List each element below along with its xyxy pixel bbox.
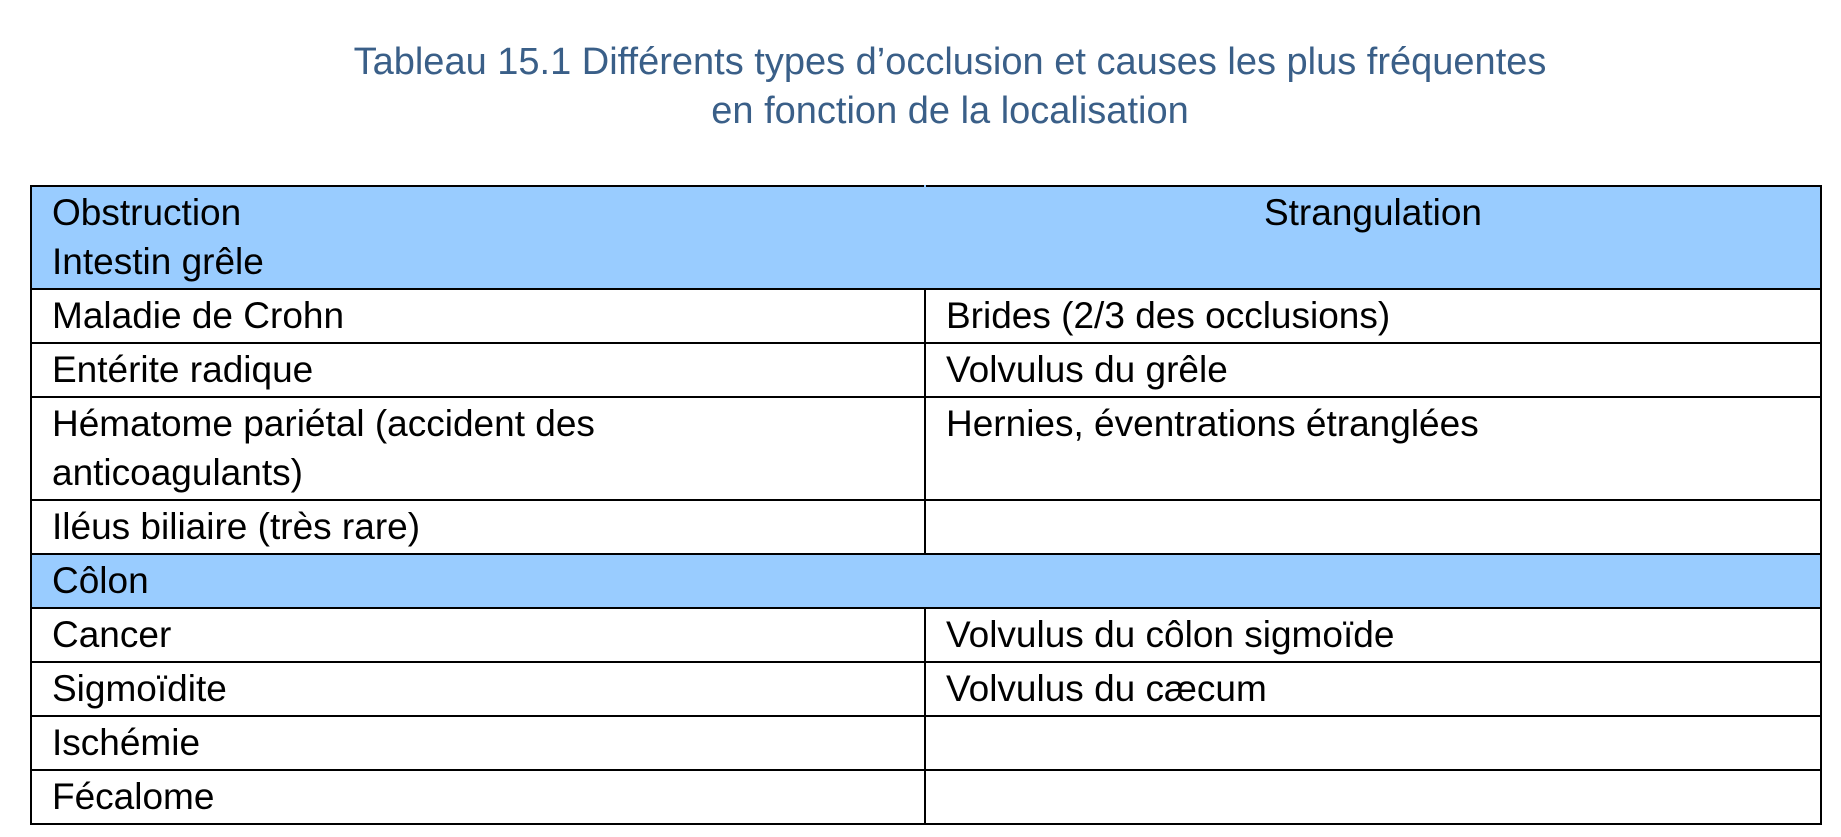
cell-obstruction: Iléus biliaire (très rare): [31, 500, 925, 554]
section-row-colon: [31, 554, 1821, 608]
caption-line-1: Tableau 15.1 Différents types d’occlusion et causes les plus fréquentes: [353, 41, 1547, 83]
table-row: [31, 397, 1821, 500]
table-header-row: [31, 186, 1821, 289]
table-row: [31, 289, 1821, 343]
cell-obstruction: Entérite radique: [31, 343, 925, 397]
cell-strangulation: [925, 500, 1821, 554]
header-strangulation: Strangulation: [925, 186, 1821, 289]
table-row: [31, 662, 1821, 716]
cell-obstruction: Fécalome: [31, 770, 925, 824]
table-row: [31, 716, 1821, 770]
cell-strangulation: [925, 770, 1821, 824]
cell-obstruction: Maladie de Crohn: [31, 289, 925, 343]
cell-obstruction: [31, 397, 925, 500]
table-row: [31, 500, 1821, 554]
header-obstruction: [31, 186, 925, 289]
cell-obstruction-line-2: anticoagulants): [52, 452, 303, 493]
cell-obstruction: Sigmoïdite: [31, 662, 925, 716]
cell-strangulation: Brides (2/3 des occlusions): [925, 289, 1821, 343]
table-row: [31, 770, 1821, 824]
header-obstruction-label: Obstruction: [52, 192, 242, 233]
cell-strangulation: Volvulus du cæcum: [925, 662, 1821, 716]
caption-line-2: en fonction de la localisation: [711, 90, 1189, 132]
table-row: [31, 343, 1821, 397]
cell-obstruction: Cancer: [31, 608, 925, 662]
header-intestin-grele-label: Intestin grêle: [52, 241, 264, 282]
section-colon-label: Côlon: [31, 554, 1821, 608]
cell-strangulation: [925, 716, 1821, 770]
table-row: [31, 608, 1821, 662]
cell-obstruction: Ischémie: [31, 716, 925, 770]
cell-strangulation: Hernies, éventrations étranglées: [925, 397, 1821, 500]
cell-strangulation: Volvulus du côlon sigmoïde: [925, 608, 1821, 662]
occlusion-table: [30, 185, 1822, 825]
cell-obstruction-line-1: Hématome pariétal (accident des: [52, 403, 595, 444]
table-caption: [0, 38, 1841, 136]
cell-strangulation: Volvulus du grêle: [925, 343, 1821, 397]
